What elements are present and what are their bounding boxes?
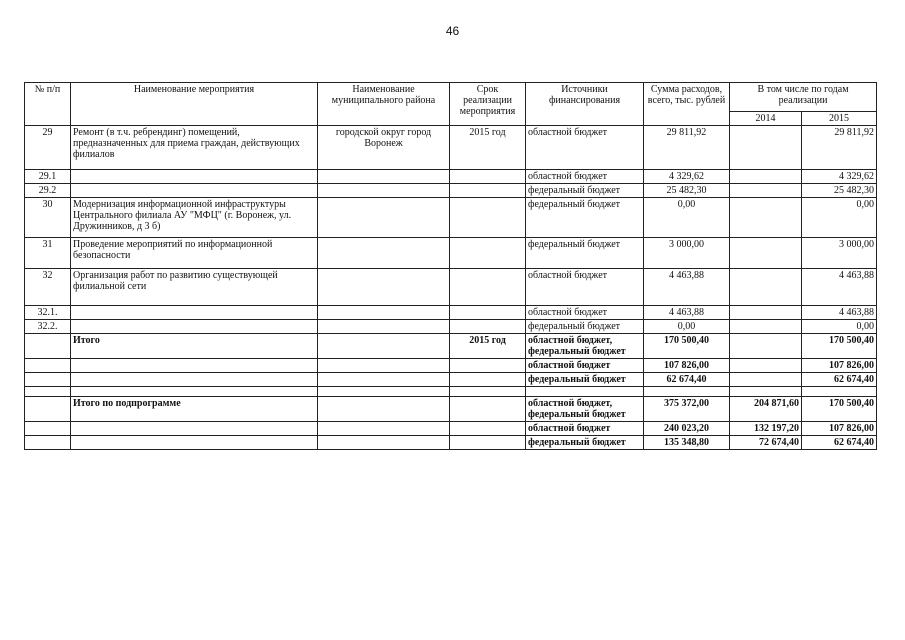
- row-source: федеральный бюджет: [526, 184, 644, 198]
- table-row: [25, 359, 877, 373]
- row-term: [450, 198, 526, 238]
- table-row: [25, 126, 877, 170]
- row-2014: [730, 126, 802, 170]
- row-2015: 4 463,88: [802, 306, 877, 320]
- row-num: [25, 359, 71, 373]
- table-row: [25, 306, 877, 320]
- row-term: [450, 373, 526, 387]
- row-2014: [730, 170, 802, 184]
- row-source: областной бюджет, федеральный бюджет: [526, 334, 644, 359]
- table-row: [25, 436, 877, 450]
- row-2014: 204 871,60: [730, 397, 802, 422]
- table-row: [25, 387, 877, 397]
- row-term: [450, 306, 526, 320]
- row-sum: 170 500,40: [644, 334, 730, 359]
- row-name: [71, 359, 318, 373]
- row-2015: 3 000,00: [802, 238, 877, 269]
- row-2015: [802, 387, 877, 397]
- row-name: [71, 170, 318, 184]
- row-name: [71, 320, 318, 334]
- row-name: [71, 422, 318, 436]
- row-district: [318, 170, 450, 184]
- row-district: [318, 306, 450, 320]
- row-sum: 0,00: [644, 198, 730, 238]
- row-source: областной бюджет, федеральный бюджет: [526, 397, 644, 422]
- row-source: федеральный бюджет: [526, 320, 644, 334]
- table-row: [25, 184, 877, 198]
- row-term: [450, 170, 526, 184]
- row-name: [71, 306, 318, 320]
- table-row: [25, 170, 877, 184]
- row-district: [318, 320, 450, 334]
- row-2014: [730, 184, 802, 198]
- row-source: областной бюджет: [526, 126, 644, 170]
- row-2014: [730, 320, 802, 334]
- header-num: № п/п: [25, 83, 71, 126]
- row-2015: 4 463,88: [802, 269, 877, 306]
- row-num: [25, 373, 71, 387]
- table-row: [25, 269, 877, 306]
- row-2015: 170 500,40: [802, 397, 877, 422]
- row-sum: [644, 387, 730, 397]
- row-2014: [730, 238, 802, 269]
- row-term: [450, 359, 526, 373]
- row-2015: 170 500,40: [802, 334, 877, 359]
- row-name: [71, 373, 318, 387]
- header-sum: Сумма расходов, всего, тыс. рублей: [644, 83, 730, 126]
- table-row: [25, 198, 877, 238]
- header-district: Наименование муниципального района: [318, 83, 450, 126]
- row-2015: 107 826,00: [802, 359, 877, 373]
- row-sum: 4 329,62: [644, 170, 730, 184]
- row-name: Ремонт (в т.ч. ребрендинг) помещений, предназначенных для приема граждан, действующих филиалов: [71, 126, 318, 170]
- row-num: 32.2.: [25, 320, 71, 334]
- row-source: областной бюджет: [526, 306, 644, 320]
- row-sum: 3 000,00: [644, 238, 730, 269]
- row-source: областной бюджет: [526, 359, 644, 373]
- row-name: Проведение мероприятий по информационной безопасности: [71, 238, 318, 269]
- row-2015: 107 826,00: [802, 422, 877, 436]
- row-source: федеральный бюджет: [526, 238, 644, 269]
- row-name: Итого по подпрограмме: [71, 397, 318, 422]
- header-term: Срок реализации мероприятия: [450, 83, 526, 126]
- header-source: Источники финансирования: [526, 83, 644, 126]
- row-district: [318, 359, 450, 373]
- row-sum: 240 023,20: [644, 422, 730, 436]
- row-district: [318, 422, 450, 436]
- row-sum: 25 482,30: [644, 184, 730, 198]
- row-term: [450, 422, 526, 436]
- row-2014: [730, 359, 802, 373]
- row-2014: 72 674,40: [730, 436, 802, 450]
- row-district: [318, 373, 450, 387]
- row-term: [450, 320, 526, 334]
- table-row: [25, 334, 877, 359]
- row-district: [318, 198, 450, 238]
- row-name: [71, 184, 318, 198]
- page-number: 46: [445, 24, 460, 38]
- row-2014: [730, 198, 802, 238]
- row-district: [318, 334, 450, 359]
- row-district: [318, 387, 450, 397]
- header-2015: 2015: [802, 112, 877, 126]
- table-row: [25, 373, 877, 387]
- row-2015: 0,00: [802, 320, 877, 334]
- row-2014: [730, 334, 802, 359]
- row-num: 29.1: [25, 170, 71, 184]
- header-by-year: В том числе по годам реализации: [730, 83, 877, 112]
- row-sum: 62 674,40: [644, 373, 730, 387]
- row-2015: 25 482,30: [802, 184, 877, 198]
- row-source: федеральный бюджет: [526, 436, 644, 450]
- row-sum: 107 826,00: [644, 359, 730, 373]
- row-term: [450, 184, 526, 198]
- row-2014: [730, 269, 802, 306]
- row-term: 2015 год: [450, 334, 526, 359]
- table-row: [25, 397, 877, 422]
- row-name: Итого: [71, 334, 318, 359]
- row-num: 30: [25, 198, 71, 238]
- row-sum: 135 348,80: [644, 436, 730, 450]
- row-num: 29.2: [25, 184, 71, 198]
- row-name: Организация работ по развитию существующей филиальной сети: [71, 269, 318, 306]
- row-sum: 4 463,88: [644, 269, 730, 306]
- row-2014: [730, 387, 802, 397]
- row-sum: 4 463,88: [644, 306, 730, 320]
- row-2015: 62 674,40: [802, 436, 877, 450]
- row-district: [318, 397, 450, 422]
- row-source: [526, 387, 644, 397]
- row-source: областной бюджет: [526, 170, 644, 184]
- row-num: [25, 436, 71, 450]
- row-sum: 375 372,00: [644, 397, 730, 422]
- row-2015: 0,00: [802, 198, 877, 238]
- row-term: [450, 238, 526, 269]
- row-term: [450, 436, 526, 450]
- row-num: [25, 334, 71, 359]
- table-row: [25, 238, 877, 269]
- row-term: [450, 387, 526, 397]
- row-district: [318, 269, 450, 306]
- row-num: 29: [25, 126, 71, 170]
- table-row: [25, 422, 877, 436]
- row-2014: 132 197,20: [730, 422, 802, 436]
- header-row: [25, 83, 877, 112]
- row-num: [25, 397, 71, 422]
- row-sum: 29 811,92: [644, 126, 730, 170]
- row-name: [71, 387, 318, 397]
- row-num: [25, 422, 71, 436]
- row-term: [450, 397, 526, 422]
- row-num: [25, 387, 71, 397]
- row-num: 31: [25, 238, 71, 269]
- row-name: Модернизация информационной инфраструктуры Центрального филиала АУ "МФЦ" (г. Воронеж, ул. Дружинников, д 3 б): [71, 198, 318, 238]
- row-num: 32.1.: [25, 306, 71, 320]
- row-2015: 62 674,40: [802, 373, 877, 387]
- row-2014: [730, 306, 802, 320]
- row-district: [318, 184, 450, 198]
- row-num: 32: [25, 269, 71, 306]
- row-2015: 29 811,92: [802, 126, 877, 170]
- row-sum: 0,00: [644, 320, 730, 334]
- table-row: [25, 320, 877, 334]
- row-2015: 4 329,62: [802, 170, 877, 184]
- row-name: [71, 436, 318, 450]
- row-source: областной бюджет: [526, 422, 644, 436]
- header-2014: 2014: [730, 112, 802, 126]
- row-district: [318, 238, 450, 269]
- row-district: городской округ город Воронеж: [318, 126, 450, 170]
- row-source: федеральный бюджет: [526, 373, 644, 387]
- budget-table: [24, 82, 877, 450]
- row-term: 2015 год: [450, 126, 526, 170]
- row-source: федеральный бюджет: [526, 198, 644, 238]
- row-2014: [730, 373, 802, 387]
- row-term: [450, 269, 526, 306]
- row-source: областной бюджет: [526, 269, 644, 306]
- header-name: Наименование мероприятия: [71, 83, 318, 126]
- row-district: [318, 436, 450, 450]
